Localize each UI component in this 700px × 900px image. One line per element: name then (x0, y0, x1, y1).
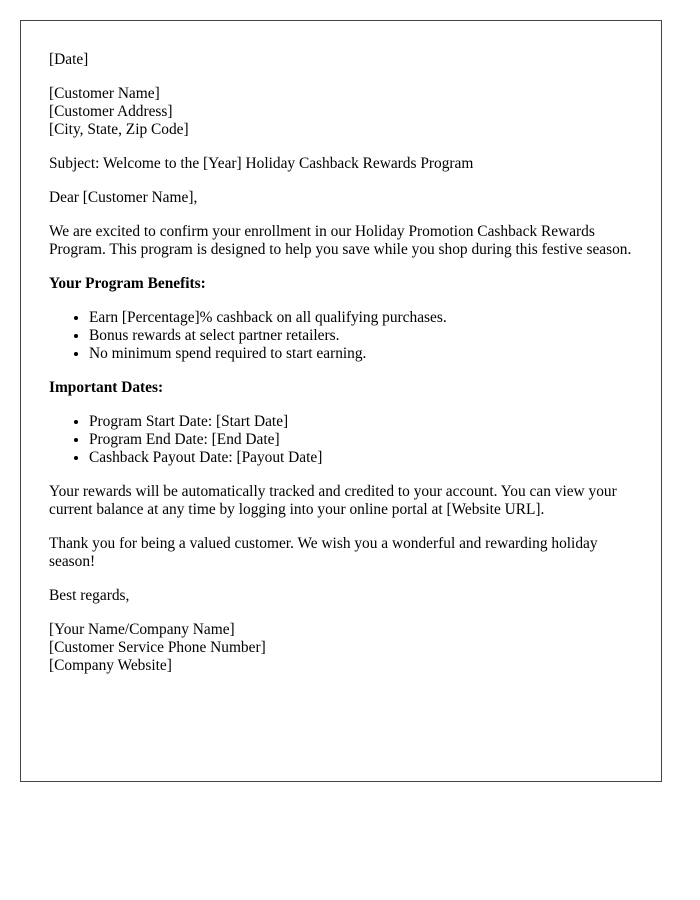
recipient-city-state-zip: [City, State, Zip Code] (49, 121, 189, 138)
dates-heading: Important Dates: (49, 379, 164, 396)
letter-subject: Subject: Welcome to the [Year] Holiday Cashback Rewards Program (49, 155, 474, 172)
list-item: • Bonus rewards at select partner retailers. (89, 327, 633, 345)
signature-block (49, 621, 633, 675)
thanks-paragraph: Thank you for being a valued customer. We wish you a wonderful and rewarding holiday season! (49, 535, 598, 570)
list-item: • Earn [Percentage]% cashback on all qualifying purchases. (89, 309, 633, 327)
letter-document (20, 20, 662, 782)
signature-name: [Your Name/Company Name] (49, 621, 235, 638)
letter-intro: We are excited to confirm your enrollment in our Holiday Promotion Cashback Rewards Program. This program is designed to help you save while you shop during this festive season. (49, 223, 632, 258)
letter-salutation: Dear [Customer Name], (49, 189, 198, 206)
benefits-heading: Your Program Benefits: (49, 275, 206, 292)
signature-phone: [Customer Service Phone Number] (49, 639, 266, 656)
recipient-name: [Customer Name] (49, 85, 160, 102)
letter-closing: Best regards, (49, 587, 130, 604)
list-item: • Program Start Date: [Start Date] (89, 413, 633, 431)
tracking-paragraph: Your rewards will be automatically tracked and credited to your account. You can view your current balance at any time by logging into your online portal at [Website URL]. (49, 483, 617, 518)
list-item: • Cashback Payout Date: [Payout Date] (89, 449, 633, 467)
signature-website: [Company Website] (49, 657, 172, 674)
letter-date: [Date] (49, 51, 89, 68)
recipient-address: [Customer Address] (49, 103, 173, 120)
benefits-list (49, 309, 633, 363)
list-item: • No minimum spend required to start earning. (89, 345, 633, 363)
recipient-block (49, 85, 633, 139)
dates-list (49, 413, 633, 467)
list-item: • Program End Date: [End Date] (89, 431, 633, 449)
